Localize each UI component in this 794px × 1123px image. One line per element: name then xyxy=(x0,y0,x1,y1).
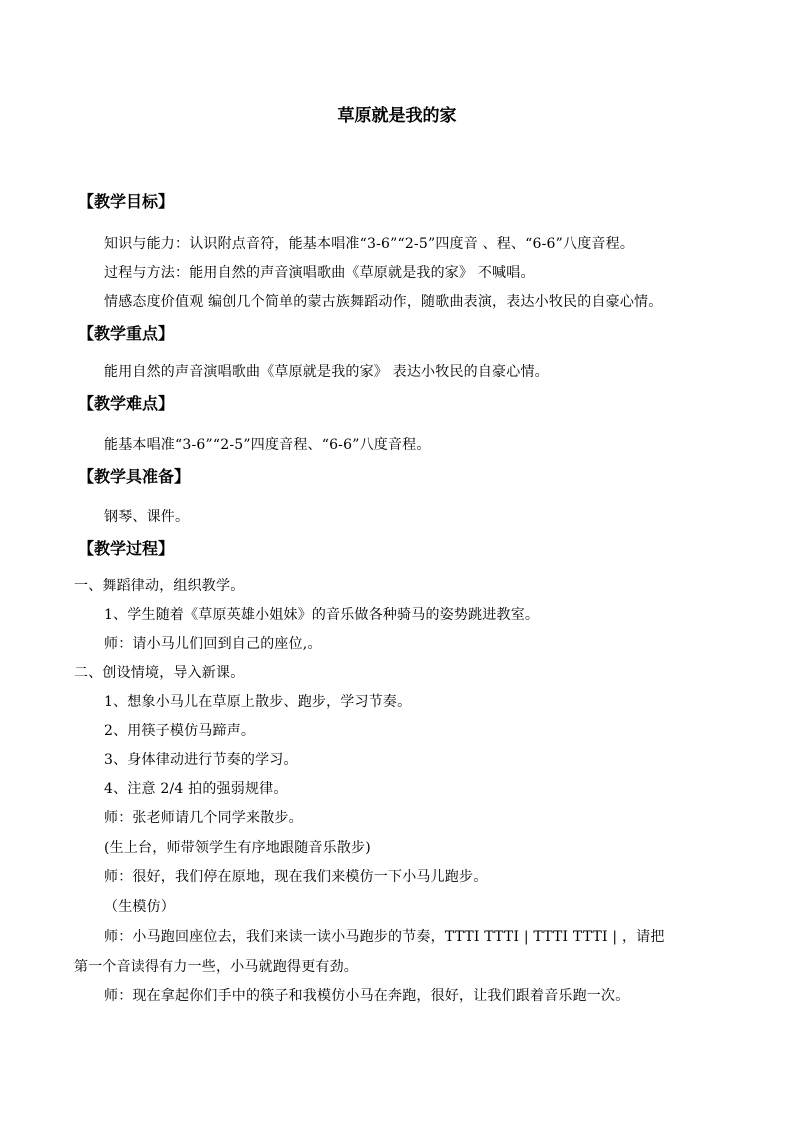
goals-heading: 【教学目标】 xyxy=(78,192,175,211)
difficulties-heading: 【教学难点】 xyxy=(78,394,175,413)
process-part2-line-6: (生上台，师带领学生有序地跟随音乐散步) xyxy=(104,840,371,856)
process-part2-line-11: 师：现在拿起你们手中的筷子和我模仿小马在奔跑，很好，让我们跟着音乐跑一次。 xyxy=(104,988,630,1004)
process-part2-line-1: 1、想象小马儿在草原上散步、跑步，学习节奏。 xyxy=(104,694,412,710)
prep-line: 钢琴、课件。 xyxy=(104,509,190,525)
process-part2-line-2: 2、用筷子模仿马蹄声。 xyxy=(104,723,256,739)
process-part2-line-9: 师：小马跑回座位去，我们来读一读小马跑步的节奏，TTTI TTTI | TTTI TTTI | ，请把 xyxy=(104,929,665,945)
goals-line-process: 过程与方法：能用自然的声音演唱歌曲《草原就是我的家》 不喊唱。 xyxy=(104,265,535,281)
goals-line-emotion: 情感态度价值观 编创几个简单的蒙古族舞蹈动作，随歌曲表演，表达小牧民的自豪心情。 xyxy=(104,294,663,310)
process-part2-line-3: 3、身体律动进行节奏的学习。 xyxy=(104,752,298,768)
key-points-heading: 【教学重点】 xyxy=(78,324,175,343)
document-title: 草原就是我的家 xyxy=(337,106,457,126)
prep-heading: 【教学具准备】 xyxy=(78,467,191,486)
process-part1-line-2: 师：请小马儿们回到自己的座位,。 xyxy=(104,636,322,652)
process-part2-line-7: 师：很好，我们停在原地，现在我们来模仿一下小马儿跑步。 xyxy=(104,869,488,885)
process-part2-line-10: 第一个音读得有力一些，小马就跑得更有劲。 xyxy=(74,959,358,975)
process-part2-line-5: 师：张老师请几个同学来散步。 xyxy=(104,810,303,826)
process-part2-line-8: （生模仿） xyxy=(104,899,175,915)
difficulties-line: 能基本唱准“3-6”“2-5”四度音程、“6-6”八度音程。 xyxy=(104,437,431,453)
goals-line-knowledge: 知识与能力：认识附点音符，能基本唱准“3-6”“2-5”四度音 、程、“6-6”八度音程。 xyxy=(104,236,635,252)
process-part1-title: 一、舞蹈律动，组织教学。 xyxy=(74,578,245,594)
process-part2-line-4: 4、注意 2/4 拍的强弱规律。 xyxy=(104,781,288,797)
process-heading: 【教学过程】 xyxy=(78,539,175,558)
process-part1-line-1: 1、学生随着《草原英雄小姐妹》的音乐做各种骑马的姿势跳进教室。 xyxy=(104,607,540,623)
key-points-line: 能用自然的声音演唱歌曲《草原就是我的家》 表达小牧民的自豪心情。 xyxy=(104,364,549,380)
process-part2-title: 二、创设情境，导入新课。 xyxy=(74,665,245,681)
